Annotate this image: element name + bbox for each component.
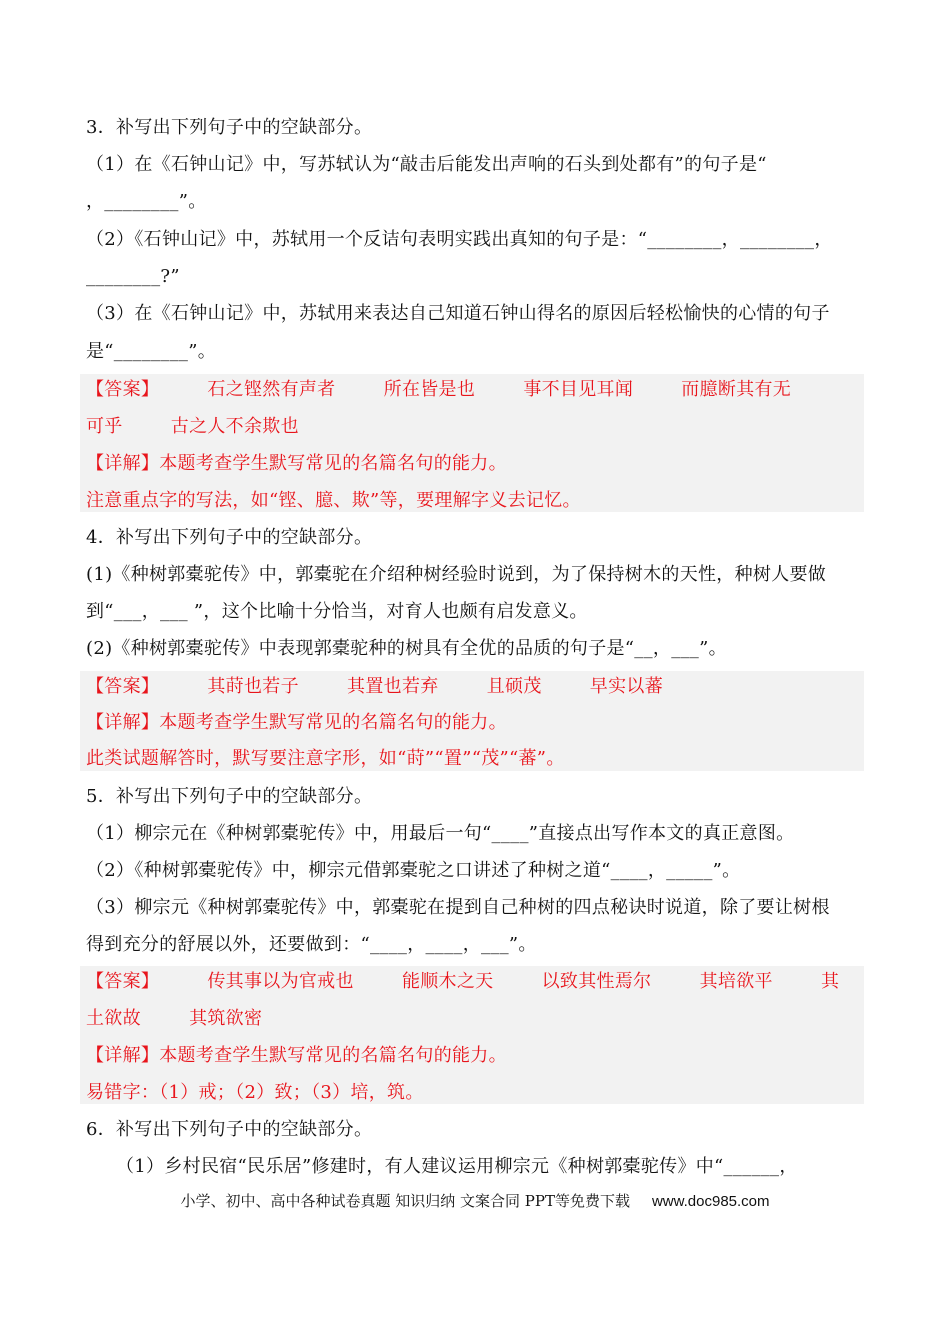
q3-detail-line-1: 【详解】本题考查学生默写常见的名篇名句的能力。 — [86, 453, 507, 474]
q5-answer-line-2: 土欲故 其筑欲密 — [86, 1008, 263, 1029]
q4-answer-line-1: 【答案】 其莳也若子 其置也若弃 且硕茂 早实以蕃 — [86, 676, 663, 697]
q3-sentence-1-cont: ，________”。 — [86, 191, 207, 212]
footer-text: 小学、初中、高中各种试卷真题 知识归纳 文案合同 PPT等免费下载 — [180, 1192, 630, 1210]
q5-sentence-1: （1）柳宗元在《种树郭橐驼传》中，用最后一句“____”直接点出写作本文的真正意图。 — [86, 823, 795, 844]
q5-sentence-3-cont: 得到充分的舒展以外，还要做到：“____，____，___”。 — [86, 934, 537, 955]
q3-answer-line-1: 【答案】 石之铿然有声者 所在皆是也 事不目见耳闻 而臆断其有无 — [86, 379, 792, 400]
q4-sentence-1-cont: 到“___，___ ”，这个比喻十分恰当，对育人也颇有启发意义。 — [86, 601, 588, 622]
q3-answer-line-2: 可乎 古之人不余欺也 — [86, 416, 299, 437]
q5-sentence-3: （3）柳宗元《种树郭橐驼传》中，郭橐驼在提到自己种树的四点秘诀时说道，除了要让树根 — [86, 897, 830, 918]
q4-sentence-1: (1)《种树郭橐驼传》中，郭橐驼在介绍种树经验时说到，为了保持树木的天性，种树人要做 — [86, 564, 827, 585]
q4-detail-line-2: 此类试题解答时，默写要注意字形，如“莳”“置”“茂”“蕃”。 — [86, 748, 565, 769]
q5-detail-line-1: 【详解】本题考查学生默写常见的名篇名句的能力。 — [86, 1045, 507, 1066]
q3-sentence-1: （1）在《石钟山记》中，写苏轼认为“敲击后能发出声响的石头到处都有”的句子是“ — [86, 154, 773, 175]
q5-sentence-2: （2）《种树郭橐驼传》中，柳宗元借郭橐驼之口讲述了种树之道“____，_____”。 — [86, 860, 741, 881]
q3-detail-line-2: 注意重点字的写法，如“铿、臆、欺”等，要理解字义去记忆。 — [86, 490, 581, 511]
q3-sentence-2-cont: ________?” — [86, 266, 180, 287]
q3-title: 3．补写出下列句子中的空缺部分。 — [86, 117, 373, 138]
q4-sentence-2: (2)《种树郭橐驼传》中表现郭橐驼种的树具有全优的品质的句子是“__，___”。 — [86, 638, 727, 659]
q5-answer-line-1: 【答案】 传其事以为官戒也 能顺木之天 以致其性焉尔 其培欲平 其 — [86, 971, 840, 992]
q6-title: 6．补写出下列句子中的空缺部分。 — [86, 1119, 373, 1140]
q3-sentence-3-cont: 是“________”。 — [86, 341, 217, 362]
q6-sentence-1: （1）乡村民宿“民乐居”修建时，有人建议运用柳宗元《种树郭橐驼传》中“______， — [116, 1156, 798, 1177]
q5-title: 5．补写出下列句子中的空缺部分。 — [86, 786, 373, 807]
footer-url[interactable]: www.doc985.com — [651, 1193, 770, 1210]
q4-title: 4．补写出下列句子中的空缺部分。 — [86, 527, 373, 548]
q5-detail-line-2: 易错字：（1）戒；（2）致；（3）培，筑。 — [86, 1082, 424, 1103]
q4-detail-line-1: 【详解】本题考查学生默写常见的名篇名句的能力。 — [86, 712, 507, 733]
q3-sentence-3: （3）在《石钟山记》中，苏轼用来表达自己知道石钟山得名的原因后轻松愉快的心情的句子 — [86, 303, 830, 324]
page-footer — [0, 1190, 950, 1213]
q3-sentence-2: （2）《石钟山记》中，苏轼用一个反诘句表明实践出真知的句子是：“________，________， — [86, 229, 833, 250]
